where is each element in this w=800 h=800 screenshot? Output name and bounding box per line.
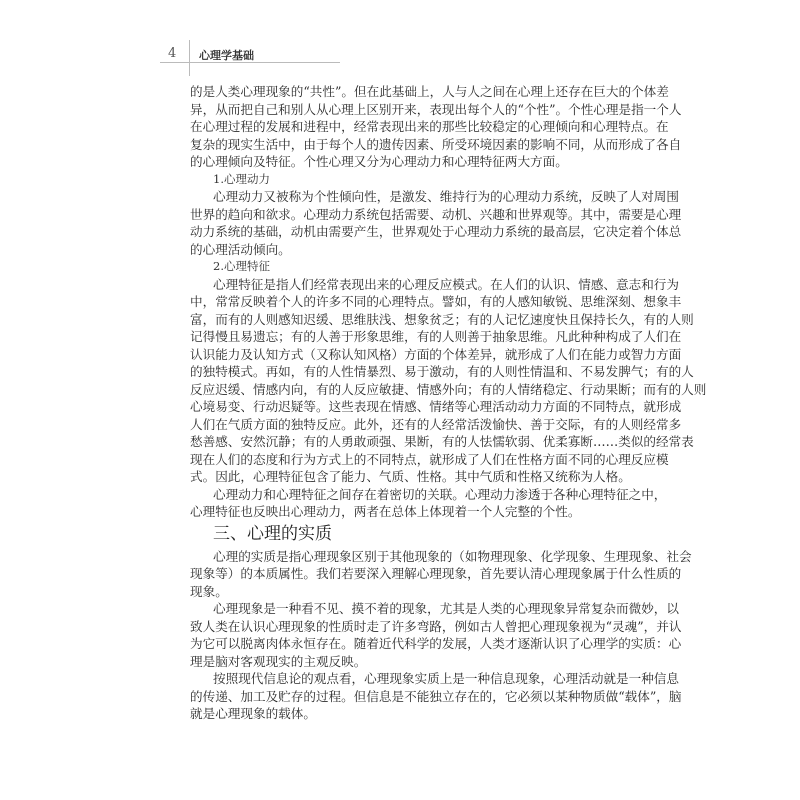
text-line: 心理特征也反映出心理动力，两者在总体上体现着一个人完整的个性。 — [190, 504, 581, 519]
paragraph — [190, 670, 682, 723]
text-line: 反应迟缓、情感内向，有的人反应敏捷、情感外向；有的人情绪稳定、行动果断；而有的人则 — [190, 381, 707, 397]
text-line: 的传递、加工及贮存的过程。但信息是不能独立存在的，它必须以某种物质做“载体”，脑 — [190, 688, 682, 704]
text-line: 中，常常反映着个人的许多不同的心理特点。譬如，有的人感知敏锐、思维深刻、想象丰 — [190, 294, 682, 309]
text-line: 就是心理现象的载体。 — [190, 706, 316, 721]
paragraph — [190, 83, 682, 171]
section-heading: 三、心理的实质 — [213, 523, 332, 544]
text-line: 心理特征是指人们经常表现出来的心理反应模式。在人们的认识、情感、意志和行为 — [213, 276, 679, 292]
text-line: 现象等）的本质属性。我们若要深入理解心理现象，首先要认清心理现象属于什么性质的 — [190, 566, 682, 581]
text-line: 的是人类心理现象的“共性”。但在此基础上，人与人之间在心理上还存在巨大的个体差 — [190, 84, 669, 99]
running-header-title: 心理学基础 — [199, 49, 254, 62]
text-line: 认识能力及认知方式（又称认知风格）方面的个体差异，就形成了人们在能力或智力方面 — [190, 346, 682, 362]
text-line: 在心理过程的发展和进程中，经常表现出来的那些比较稳定的心理倾向和心理特点。在 — [190, 119, 669, 134]
text-line: 心理动力又被称为个性倾向性，是激发、维持行为的心理动力系统，反映了人对周围 — [213, 189, 679, 204]
text-line: 式。因此，心理特征包含了能力、气质、性格。其中气质和性格又统称为人格。 — [190, 469, 631, 484]
page-body — [190, 83, 707, 723]
text-line: 的心理倾向及特征。个性心理又分为心理动力和心理特征两大方面。 — [190, 154, 568, 169]
text-line: 复杂的现实生活中，由于每个人的遗传因素、所受环境因素的影响不同，从而形成了各自 — [190, 136, 682, 152]
text-line: 愁善感、安然沉静；有的人勇敢顽强、果断，有的人怯懦软弱、优柔寡断……类似的经常表 — [190, 434, 694, 449]
text-line: 富，而有的人则感知迟缓、思维肤浅、想象贫乏；有的人记忆速度快且保持长久，有的人则 — [190, 311, 694, 327]
text-line: 人们在气质方面的独特反应。此外，还有的人经常活泼愉快、善于交际，有的人则经常多 — [190, 416, 682, 432]
text-line: 现在人们的态度和行为方式上的不同特点，就形成了人们在性格方面不同的心理反应模 — [190, 451, 669, 467]
paragraph — [190, 486, 667, 521]
text-line: 为它可以脱离肉体永恒存在。随着近代科学的发展，人类才逐渐认识了心理学的实质：心 — [190, 636, 682, 651]
text-line: 动力系统的基础，动机由需要产生，世界观处于心理动力系统的最高层，它决定着个体总 — [190, 224, 682, 239]
text-line: 记得慢且易遗忘；有的人善于形象思维，有的人则善于抽象思维。凡此种种构成了人们在 — [190, 329, 682, 344]
page-number: 4 — [168, 46, 177, 61]
text-line: 按照现代信息论的观点看，心理现象实质上是一种信息现象，心理活动就是一种信息 — [213, 671, 679, 686]
text-line: 异，从而把自己和别人从心理上区别开来，表现出每个人的“个性”。个性心理是指一个人 — [190, 101, 682, 117]
text-line: 的心理活动倾向。 — [190, 241, 291, 257]
text-line: 心理动力和心理特征之间存在着密切的关联。心理动力渗透于各种心理特征之中， — [213, 486, 667, 502]
text-line: 理是脑对客观现实的主观反映。 — [190, 653, 367, 669]
text-line: 心理现象是一种看不见、摸不着的现象，尤其是人类的心理现象异常复杂而微妙，以 — [213, 601, 679, 616]
text-line: 的独特模式。再如，有的人性情暴烈、易于激动，有的人则性情温和、不易发脾气；有的人 — [190, 364, 694, 379]
paragraph — [190, 548, 692, 601]
text-line: 致人类在认识心理现象的性质时走了许多弯路，例如古人曾把心理现象视为“灵魂”，并认 — [190, 618, 682, 634]
subsection-heading: 1.心理动力 — [213, 171, 270, 186]
paragraph — [190, 600, 682, 670]
text-line: 现象。 — [190, 583, 228, 599]
text-line: 心境易变、行动迟疑等。这些表现在情感、情绪等心理活动动力方面的不同特点，就形成 — [190, 399, 682, 414]
subsection-heading: 2.心理特征 — [213, 259, 270, 273]
paragraph — [190, 276, 707, 486]
text-line: 世界的趋向和欲求。心理动力系统包括需要、动机、兴趣和世界观等。其中，需要是心理 — [190, 206, 682, 222]
header-divider — [189, 40, 190, 76]
paragraph — [190, 188, 682, 258]
header-rule — [160, 62, 340, 63]
text-line: 心理的实质是指心理现象区别于其他现象的（如物理现象、化学现象、生理现象、社会 — [213, 548, 692, 564]
